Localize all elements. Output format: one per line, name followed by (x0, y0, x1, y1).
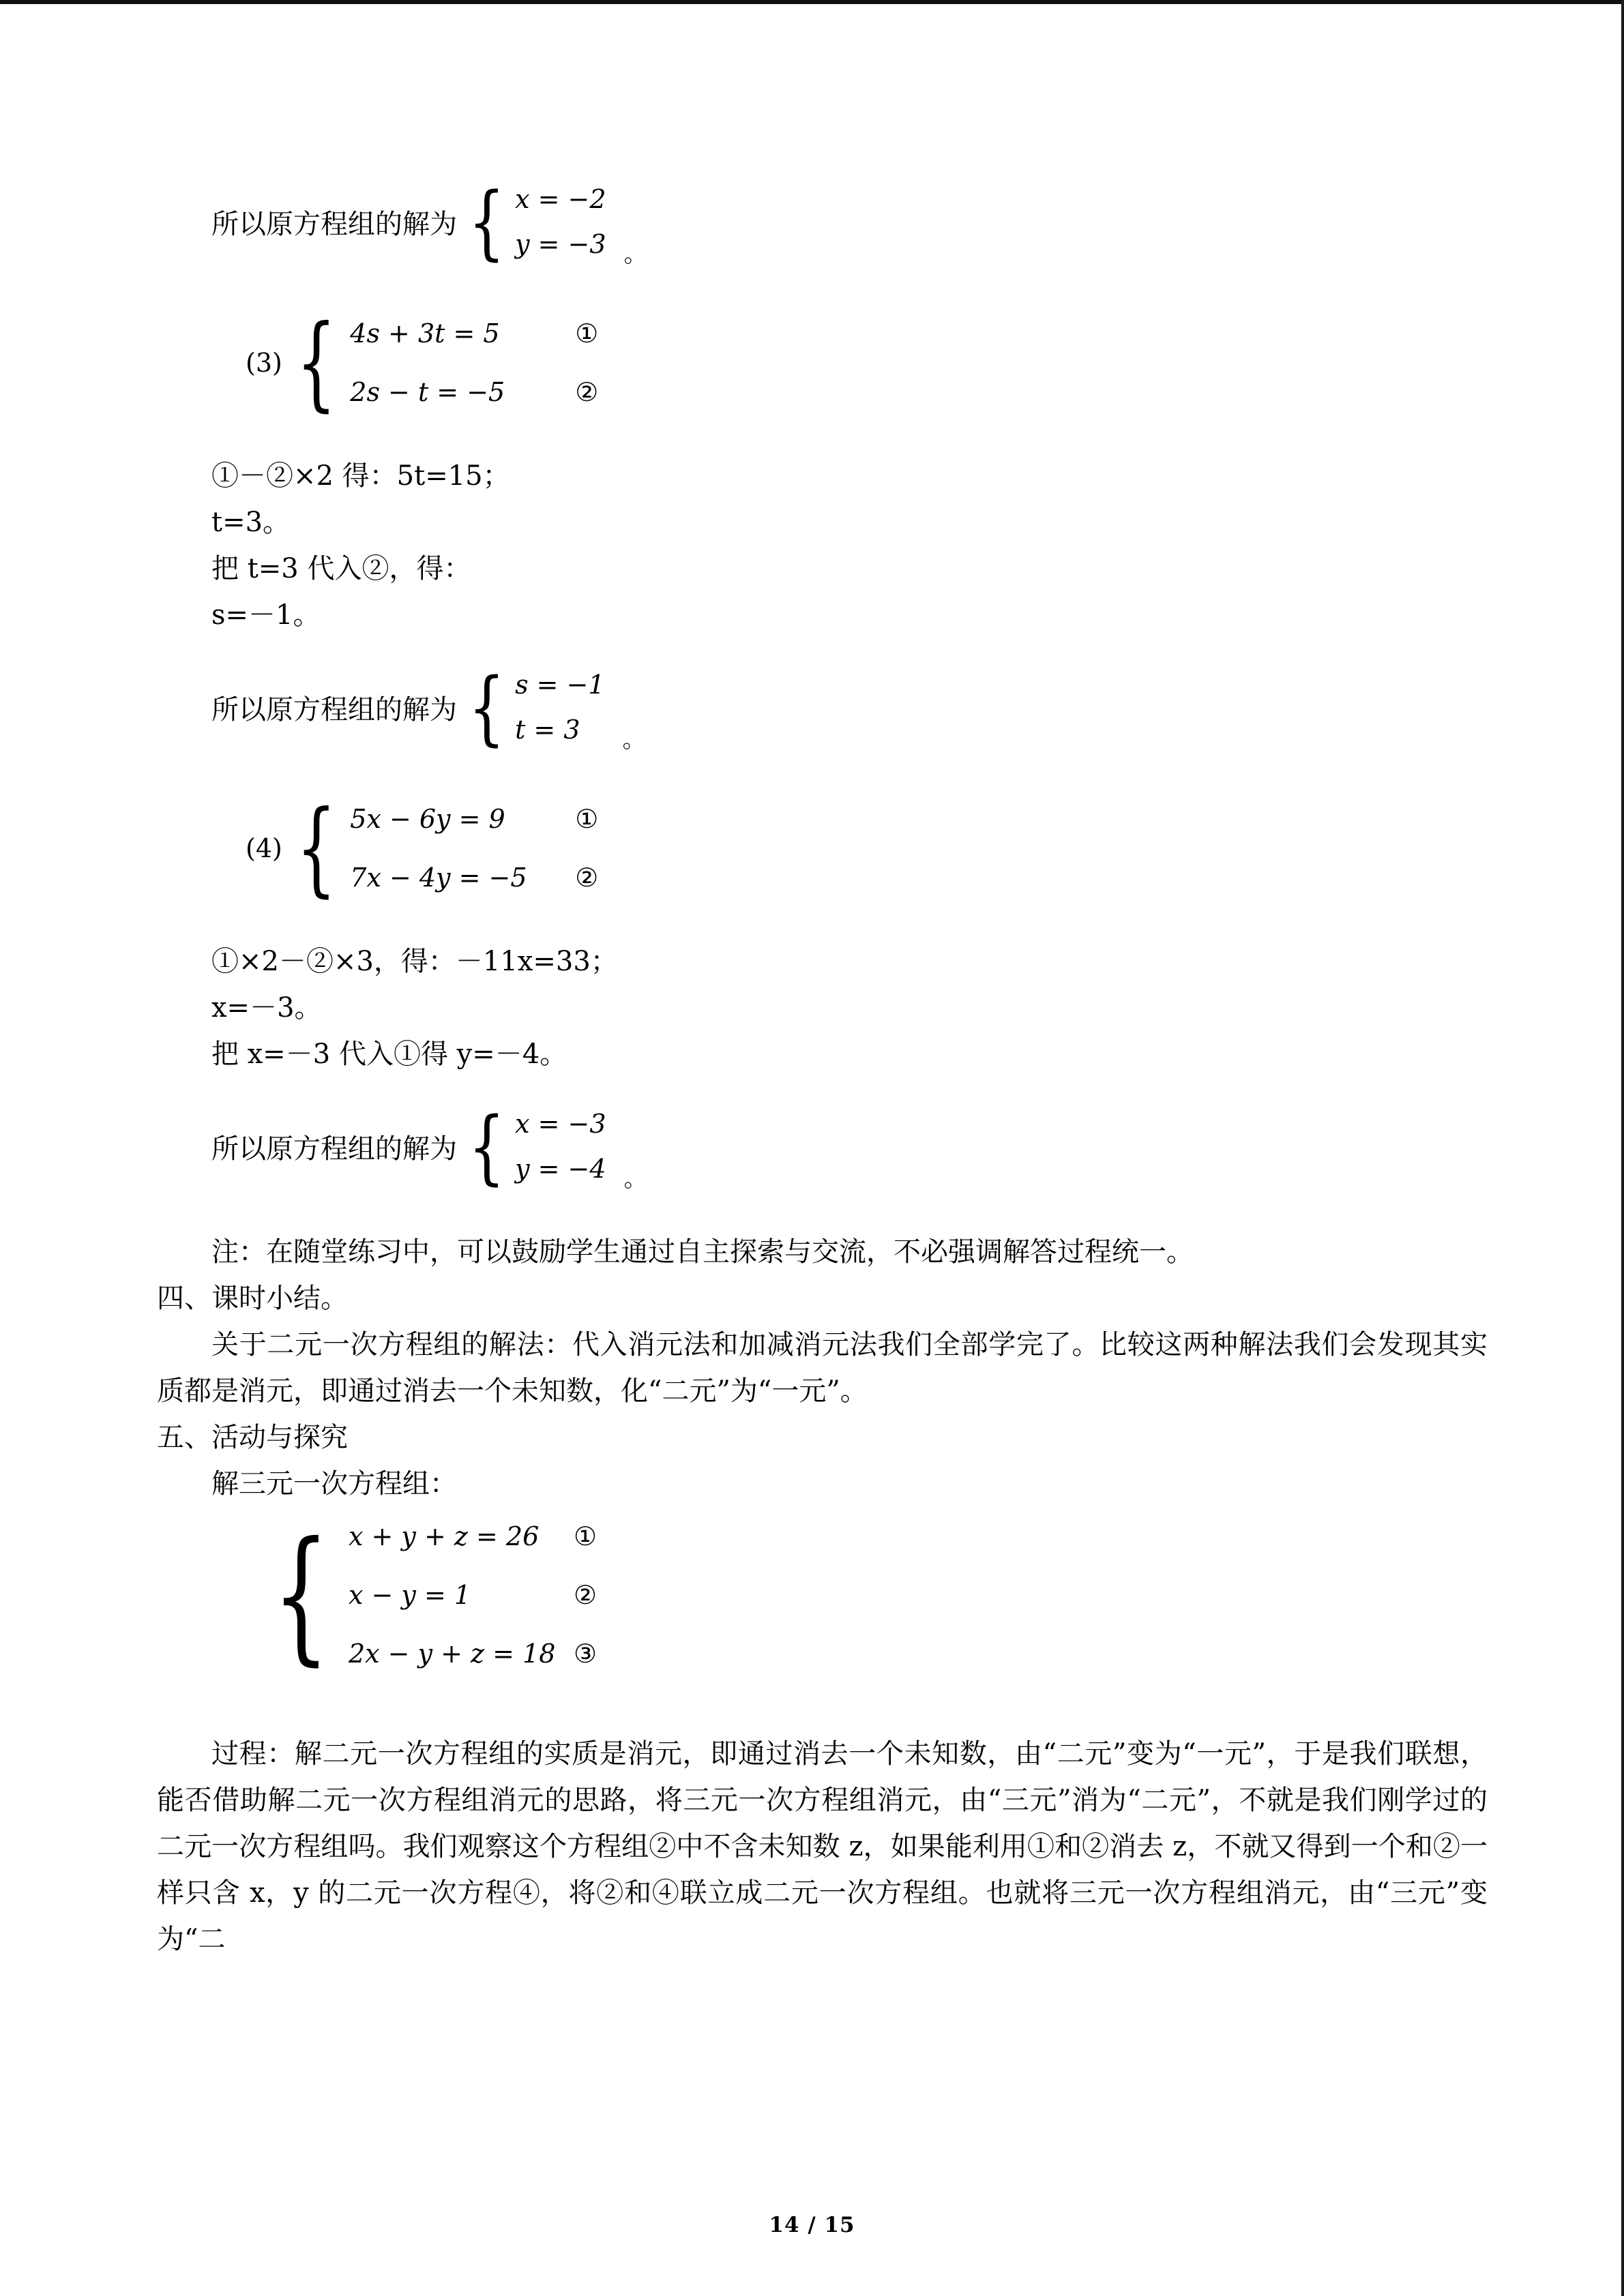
ternary-eq-3: 2x − y + z = 18 (348, 1639, 556, 1669)
page-number: 14 / 15 (769, 2213, 855, 2237)
solution-label-2: 所以原方程组的解为 (211, 694, 457, 726)
ternary-leading-space (246, 1580, 254, 1610)
equation-tag-2: ② (575, 863, 599, 893)
spacer (157, 273, 1488, 304)
system-equations-ternary (349, 1507, 597, 1683)
solution-period-3: 。 (623, 1165, 647, 1193)
step-line-4b: x=－3。 (211, 992, 322, 1024)
spacer (157, 638, 1488, 656)
system-equations-4 (350, 790, 598, 907)
solution-eq-bottom-1: y = −3 (515, 229, 606, 259)
step-line-3b: t=3。 (211, 507, 291, 538)
spacer (157, 1197, 1488, 1229)
system-equation-row (349, 1624, 597, 1683)
system-equation-row (350, 363, 598, 421)
system-brace-icon: { (468, 1099, 505, 1193)
system-block-3 (157, 304, 1488, 421)
system-equation-row (349, 1566, 597, 1624)
system-number-3: (3) (246, 348, 282, 378)
ternary-eq-1: x + y + z = 26 (348, 1521, 540, 1551)
spacer (157, 907, 1488, 938)
section-four-body: 关于二元一次方程组的解法：代入消元法和加减消元法我们全部学完了。比较这两种解法我们会发现其实质都是消元，即通过消去一个未知数，化“二元”为“一元”。 (157, 1329, 1488, 1407)
equation-tag-2: ② (575, 377, 599, 407)
process-paragraph: 过程：解二元一次方程组的实质是消元，即通过消去一个未知数，由“二元”变为“一元”，于是我们联想，能否借助解二元一次方程组消元的思路，将三元一次方程组消元，由“三元”消为“二元”，不就是我们刚学过的二元一次方程组吗。我们观察这个方程组②中不含未知数 z，如果能利用①和②消去 z，不就又得到一个和②一样只含 x，y 的二元一次方程④，将②和④联立成二元一次方程组。也就将三元一次方程组消元，由“三元”变为“二 (157, 1738, 1488, 1955)
ternary-eq-2: x − y = 1 (348, 1580, 471, 1610)
equation-tag-1: ① (575, 804, 599, 834)
solution-equations-3 (515, 1101, 606, 1191)
teaching-note: 注：在随堂练习中，可以鼓励学生通过自主探索与交流，不必强调解答过程统一。 (211, 1236, 1194, 1268)
spacer (157, 1077, 1488, 1095)
solution-label-1: 所以原方程组的解为 (211, 208, 457, 240)
system-brace-icon: { (295, 303, 337, 422)
solution-equations-1 (515, 177, 606, 267)
section-five-prompt: 解三元一次方程组： (211, 1468, 457, 1500)
system-brace-icon: { (468, 174, 505, 269)
equation-tag-1: ① (573, 1521, 597, 1551)
system-eq-1-3: 4s + 3t = 5 (350, 318, 500, 348)
system-eq-2-3: 2s − t = −5 (350, 377, 505, 407)
step-line-3a: ①－②×2 得：5t=15； (211, 460, 510, 492)
solution-equations-2 (515, 662, 605, 752)
step-line-3c: 把 t=3 代入②，得： (211, 553, 471, 584)
solution-line-2 (157, 656, 1488, 758)
spacer (157, 758, 1488, 790)
spacer (157, 1683, 1488, 1731)
solution-label-3: 所以原方程组的解为 (211, 1133, 457, 1165)
solution-period-2: 。 (622, 726, 646, 754)
system-eq-2-4: 7x − 4y = −5 (350, 863, 527, 893)
step-line-4c: 把 x=－3 代入①得 y=－4。 (211, 1039, 567, 1070)
system-number-4: (4) (246, 833, 282, 863)
system-brace-icon: { (468, 659, 505, 754)
system-equations-3 (350, 304, 598, 421)
solution-period-1: 。 (623, 241, 647, 268)
solution-eq-bottom-3: y = −4 (515, 1154, 606, 1184)
step-line-4a: ①×2－②×3，得：－11x=33； (211, 946, 618, 977)
solution-eq-top-1: x = −2 (515, 184, 606, 214)
solution-line-3 (157, 1095, 1488, 1197)
solution-eq-top-3: x = −3 (515, 1109, 606, 1139)
system-equation-row (350, 304, 598, 363)
system-block-4 (157, 790, 1488, 907)
section-heading-five: 五、活动与探究 (157, 1422, 348, 1453)
system-equation-row (350, 848, 598, 907)
equation-tag-2: ② (573, 1580, 597, 1610)
spacer (157, 421, 1488, 453)
equation-tag-1: ① (575, 318, 599, 348)
solution-line-1 (157, 170, 1488, 273)
system-equation-row (349, 1507, 597, 1566)
system-brace-icon: { (272, 1510, 330, 1679)
equation-tag-3: ③ (573, 1639, 597, 1669)
solution-eq-bottom-2: t = 3 (515, 715, 580, 745)
system-equation-row (350, 790, 598, 848)
system-block-ternary (157, 1507, 1488, 1683)
section-heading-four: 四、课时小结。 (157, 1283, 348, 1314)
system-eq-1-4: 5x − 6y = 9 (350, 804, 505, 834)
step-line-3d: s=－1。 (211, 599, 321, 631)
solution-eq-top-2: s = −1 (515, 670, 605, 700)
system-brace-icon: { (295, 789, 337, 908)
